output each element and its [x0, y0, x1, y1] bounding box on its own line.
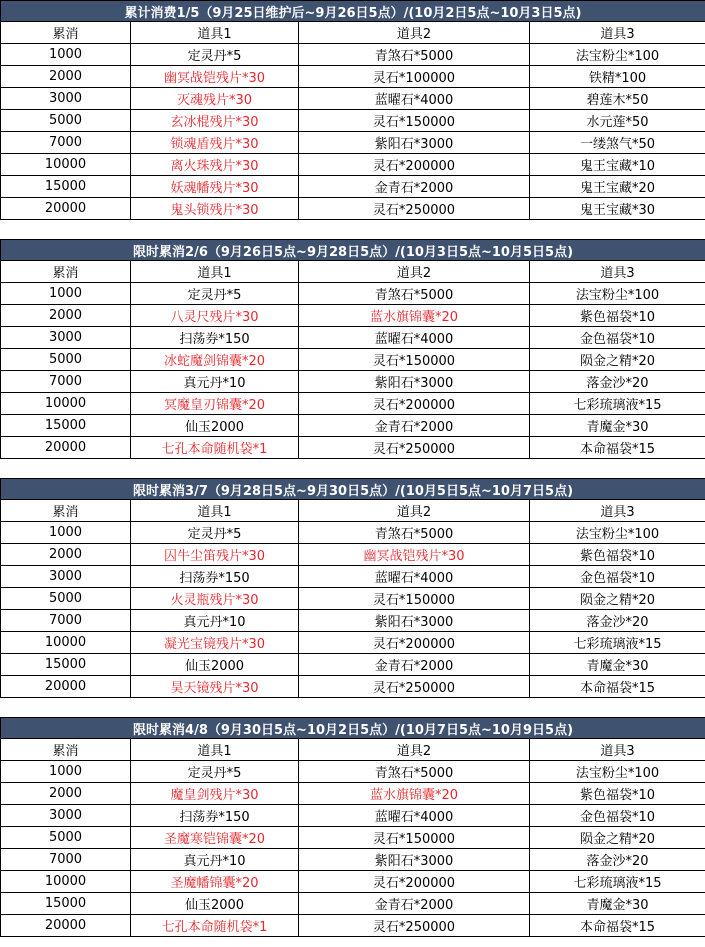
spend-threshold-cell: 5000 [1, 349, 131, 371]
reward-item-cell: 金青石*2000 [299, 893, 530, 915]
section-spacer [0, 698, 705, 717]
spend-threshold-cell: 5000 [1, 588, 131, 610]
table-row [1, 327, 705, 349]
reward-item-cell: 本命福袋*15 [530, 676, 705, 698]
reward-item-cell: 灵石*100000 [299, 66, 530, 88]
table-row [1, 154, 705, 176]
reward-item-cell: 定灵丹*5 [131, 761, 299, 783]
column-header: 道具1 [131, 22, 299, 44]
reward-item-cell: 青煞石*5000 [299, 761, 530, 783]
spend-threshold-cell: 1000 [1, 283, 131, 305]
reward-item-cell: 仙玉2000 [131, 654, 299, 676]
column-header: 道具3 [530, 261, 705, 283]
table-row [1, 893, 705, 915]
reward-item-cell: 凝光宝镜残片*30 [131, 632, 299, 654]
reward-item-cell: 魔皇剑残片*30 [131, 783, 299, 805]
reward-item-cell: 陨金之精*20 [530, 588, 705, 610]
spend-threshold-cell: 2000 [1, 66, 131, 88]
spend-threshold-cell: 7000 [1, 132, 131, 154]
table-row [1, 783, 705, 805]
table-row [1, 871, 705, 893]
reward-item-cell: 青煞石*5000 [299, 522, 530, 544]
table-title-row [1, 240, 705, 261]
table-row [1, 88, 705, 110]
reward-item-cell: 冥魔皇刃锦囊*20 [131, 393, 299, 415]
spend-threshold-cell: 15000 [1, 893, 131, 915]
section-title: 限时累消4/8（9月30日5点~10月2日5点）/(10月7日5点~10月9日5点) [1, 718, 705, 739]
reward-item-cell: 紫阳石*3000 [299, 610, 530, 632]
reward-item-cell: 鬼王宝藏*10 [530, 154, 705, 176]
table-row [1, 522, 705, 544]
table-row [1, 805, 705, 827]
reward-item-cell: 灵石*150000 [299, 588, 530, 610]
spend-threshold-cell: 3000 [1, 88, 131, 110]
reward-item-cell: 扫荡券*150 [131, 327, 299, 349]
table-row [1, 44, 705, 66]
reward-item-cell: 青魔金*30 [530, 654, 705, 676]
reward-item-cell: 幽冥战铠残片*30 [131, 66, 299, 88]
reward-item-cell: 青煞石*5000 [299, 44, 530, 66]
table-row [1, 827, 705, 849]
spend-threshold-cell: 2000 [1, 544, 131, 566]
table-row [1, 676, 705, 698]
table-row [1, 371, 705, 393]
reward-table-2 [0, 239, 705, 459]
reward-item-cell: 扫荡券*150 [131, 805, 299, 827]
column-header: 累消 [1, 261, 131, 283]
reward-item-cell: 一缕煞气*50 [530, 132, 705, 154]
reward-item-cell: 蓝曜石*4000 [299, 327, 530, 349]
column-header: 累消 [1, 22, 131, 44]
spend-threshold-cell: 2000 [1, 783, 131, 805]
column-header: 累消 [1, 739, 131, 761]
reward-item-cell: 灵石*200000 [299, 871, 530, 893]
table-row [1, 544, 705, 566]
reward-item-cell: 灵石*200000 [299, 393, 530, 415]
reward-item-cell: 扫荡券*150 [131, 566, 299, 588]
reward-item-cell: 八灵尺残片*30 [131, 305, 299, 327]
reward-item-cell: 金青石*2000 [299, 654, 530, 676]
spend-threshold-cell: 3000 [1, 566, 131, 588]
column-header-row [1, 739, 705, 761]
reward-item-cell: 金色福袋*10 [530, 566, 705, 588]
reward-item-cell: 法宝粉尘*100 [530, 283, 705, 305]
column-header: 道具3 [530, 22, 705, 44]
reward-item-cell: 法宝粉尘*100 [530, 522, 705, 544]
reward-item-cell: 灵石*150000 [299, 110, 530, 132]
reward-item-cell: 金色福袋*10 [530, 805, 705, 827]
column-header: 道具1 [131, 739, 299, 761]
table-row [1, 632, 705, 654]
spend-threshold-cell: 20000 [1, 437, 131, 459]
spend-threshold-cell: 20000 [1, 676, 131, 698]
reward-item-cell: 囚牛尘笛残片*30 [131, 544, 299, 566]
spend-threshold-cell: 5000 [1, 110, 131, 132]
reward-item-cell: 鬼王宝藏*20 [530, 176, 705, 198]
reward-table-1 [0, 0, 705, 220]
spend-threshold-cell: 15000 [1, 654, 131, 676]
reward-item-cell: 定灵丹*5 [131, 522, 299, 544]
reward-item-cell: 紫色福袋*10 [530, 783, 705, 805]
spend-threshold-cell: 3000 [1, 327, 131, 349]
reward-item-cell: 七彩琉璃液*15 [530, 871, 705, 893]
table-row [1, 198, 705, 220]
reward-item-cell: 灵石*150000 [299, 827, 530, 849]
reward-item-cell: 灭魂残片*30 [131, 88, 299, 110]
table-title-row [1, 718, 705, 739]
reward-item-cell: 七孔本命随机袋*1 [131, 915, 299, 937]
reward-item-cell: 妖魂幡残片*30 [131, 176, 299, 198]
column-header: 道具2 [299, 22, 530, 44]
reward-item-cell: 紫阳石*3000 [299, 371, 530, 393]
reward-item-cell: 蓝曜石*4000 [299, 566, 530, 588]
reward-item-cell: 圣魔寒铠锦囊*20 [131, 827, 299, 849]
reward-item-cell: 陨金之精*20 [530, 827, 705, 849]
reward-item-cell: 青魔金*30 [530, 415, 705, 437]
spend-threshold-cell: 15000 [1, 176, 131, 198]
table-row [1, 415, 705, 437]
reward-item-cell: 紫阳石*3000 [299, 849, 530, 871]
reward-item-cell: 紫色福袋*10 [530, 305, 705, 327]
reward-item-cell: 锁魂盾残片*30 [131, 132, 299, 154]
table-row [1, 566, 705, 588]
reward-item-cell: 仙玉2000 [131, 415, 299, 437]
reward-item-cell: 鬼头锁残片*30 [131, 198, 299, 220]
reward-item-cell: 玄冰棍残片*30 [131, 110, 299, 132]
section-title: 限时累消3/7（9月28日5点~9月30日5点）/(10月5日5点~10月7日5点) [1, 479, 705, 500]
reward-item-cell: 灵石*250000 [299, 915, 530, 937]
reward-item-cell: 陨金之精*20 [530, 349, 705, 371]
table-row [1, 283, 705, 305]
reward-item-cell: 紫色福袋*10 [530, 544, 705, 566]
reward-item-cell: 法宝粉尘*100 [530, 44, 705, 66]
spend-threshold-cell: 1000 [1, 44, 131, 66]
reward-item-cell: 落金沙*20 [530, 849, 705, 871]
reward-item-cell: 真元丹*10 [131, 849, 299, 871]
reward-item-cell: 落金沙*20 [530, 371, 705, 393]
table-row [1, 915, 705, 937]
column-header: 道具1 [131, 500, 299, 522]
reward-item-cell: 金色福袋*10 [530, 327, 705, 349]
spend-threshold-cell: 2000 [1, 305, 131, 327]
spend-threshold-cell: 15000 [1, 415, 131, 437]
column-header-row [1, 261, 705, 283]
reward-item-cell: 铁精*100 [530, 66, 705, 88]
reward-table-4 [0, 717, 705, 937]
reward-item-cell: 青煞石*5000 [299, 283, 530, 305]
table-row [1, 176, 705, 198]
section-spacer [0, 459, 705, 478]
reward-item-cell: 圣魔幡锦囊*20 [131, 871, 299, 893]
reward-item-cell: 昊天镜残片*30 [131, 676, 299, 698]
table-row [1, 393, 705, 415]
reward-table-3 [0, 478, 705, 698]
reward-item-cell: 落金沙*20 [530, 610, 705, 632]
spend-threshold-cell: 7000 [1, 610, 131, 632]
table-row [1, 437, 705, 459]
spend-threshold-cell: 10000 [1, 632, 131, 654]
spend-threshold-cell: 3000 [1, 805, 131, 827]
column-header: 累消 [1, 500, 131, 522]
spend-threshold-cell: 7000 [1, 849, 131, 871]
reward-item-cell: 真元丹*10 [131, 371, 299, 393]
section-title: 累计消费1/5（9月25日维护后~9月26日5点）/(10月2日5点~10月3日5点) [1, 1, 705, 22]
reward-item-cell: 灵石*250000 [299, 198, 530, 220]
reward-item-cell: 碧莲木*50 [530, 88, 705, 110]
reward-item-cell: 真元丹*10 [131, 610, 299, 632]
table-title-row [1, 479, 705, 500]
reward-item-cell: 仙玉2000 [131, 893, 299, 915]
reward-item-cell: 金青石*2000 [299, 415, 530, 437]
reward-item-cell: 蓝曜石*4000 [299, 88, 530, 110]
reward-item-cell: 金青石*2000 [299, 176, 530, 198]
table-row [1, 349, 705, 371]
column-header: 道具3 [530, 739, 705, 761]
spend-threshold-cell: 1000 [1, 522, 131, 544]
reward-item-cell: 青魔金*30 [530, 893, 705, 915]
reward-item-cell: 七彩琉璃液*15 [530, 632, 705, 654]
reward-item-cell: 蓝曜石*4000 [299, 805, 530, 827]
reward-item-cell: 本命福袋*15 [530, 915, 705, 937]
table-row [1, 66, 705, 88]
column-header-row [1, 500, 705, 522]
reward-item-cell: 灵石*250000 [299, 676, 530, 698]
table-row [1, 588, 705, 610]
spend-threshold-cell: 5000 [1, 827, 131, 849]
reward-item-cell: 七彩琉璃液*15 [530, 393, 705, 415]
reward-item-cell: 灵石*250000 [299, 437, 530, 459]
reward-item-cell: 鬼王宝藏*30 [530, 198, 705, 220]
table-row [1, 654, 705, 676]
reward-item-cell: 火灵瓶残片*30 [131, 588, 299, 610]
reward-item-cell: 冰蛇魔剑锦囊*20 [131, 349, 299, 371]
table-row [1, 305, 705, 327]
table-row [1, 132, 705, 154]
spend-threshold-cell: 20000 [1, 915, 131, 937]
spend-threshold-cell: 7000 [1, 371, 131, 393]
reward-item-cell: 法宝粉尘*100 [530, 761, 705, 783]
reward-item-cell: 本命福袋*15 [530, 437, 705, 459]
reward-item-cell: 定灵丹*5 [131, 283, 299, 305]
reward-item-cell: 幽冥战铠残片*30 [299, 544, 530, 566]
reward-item-cell: 灵石*200000 [299, 154, 530, 176]
spend-threshold-cell: 10000 [1, 871, 131, 893]
section-title: 限时累消2/6（9月26日5点~9月28日5点）/(10月3日5点~10月5日5点) [1, 240, 705, 261]
column-header: 道具2 [299, 261, 530, 283]
reward-item-cell: 灵石*150000 [299, 349, 530, 371]
spend-threshold-cell: 20000 [1, 198, 131, 220]
reward-item-cell: 灵石*200000 [299, 632, 530, 654]
reward-item-cell: 水元莲*50 [530, 110, 705, 132]
column-header: 道具2 [299, 739, 530, 761]
table-title-row [1, 1, 705, 22]
table-row [1, 761, 705, 783]
reward-item-cell: 紫阳石*3000 [299, 132, 530, 154]
column-header-row [1, 22, 705, 44]
column-header: 道具3 [530, 500, 705, 522]
reward-item-cell: 离火珠残片*30 [131, 154, 299, 176]
spend-threshold-cell: 10000 [1, 393, 131, 415]
column-header: 道具1 [131, 261, 299, 283]
spend-threshold-cell: 10000 [1, 154, 131, 176]
reward-item-cell: 七孔本命随机袋*1 [131, 437, 299, 459]
table-row [1, 110, 705, 132]
reward-item-cell: 蓝水旗锦囊*20 [299, 305, 530, 327]
table-row [1, 849, 705, 871]
table-row [1, 610, 705, 632]
reward-item-cell: 定灵丹*5 [131, 44, 299, 66]
section-spacer [0, 220, 705, 239]
column-header: 道具2 [299, 500, 530, 522]
reward-item-cell: 蓝水旗锦囊*20 [299, 783, 530, 805]
spend-threshold-cell: 1000 [1, 761, 131, 783]
